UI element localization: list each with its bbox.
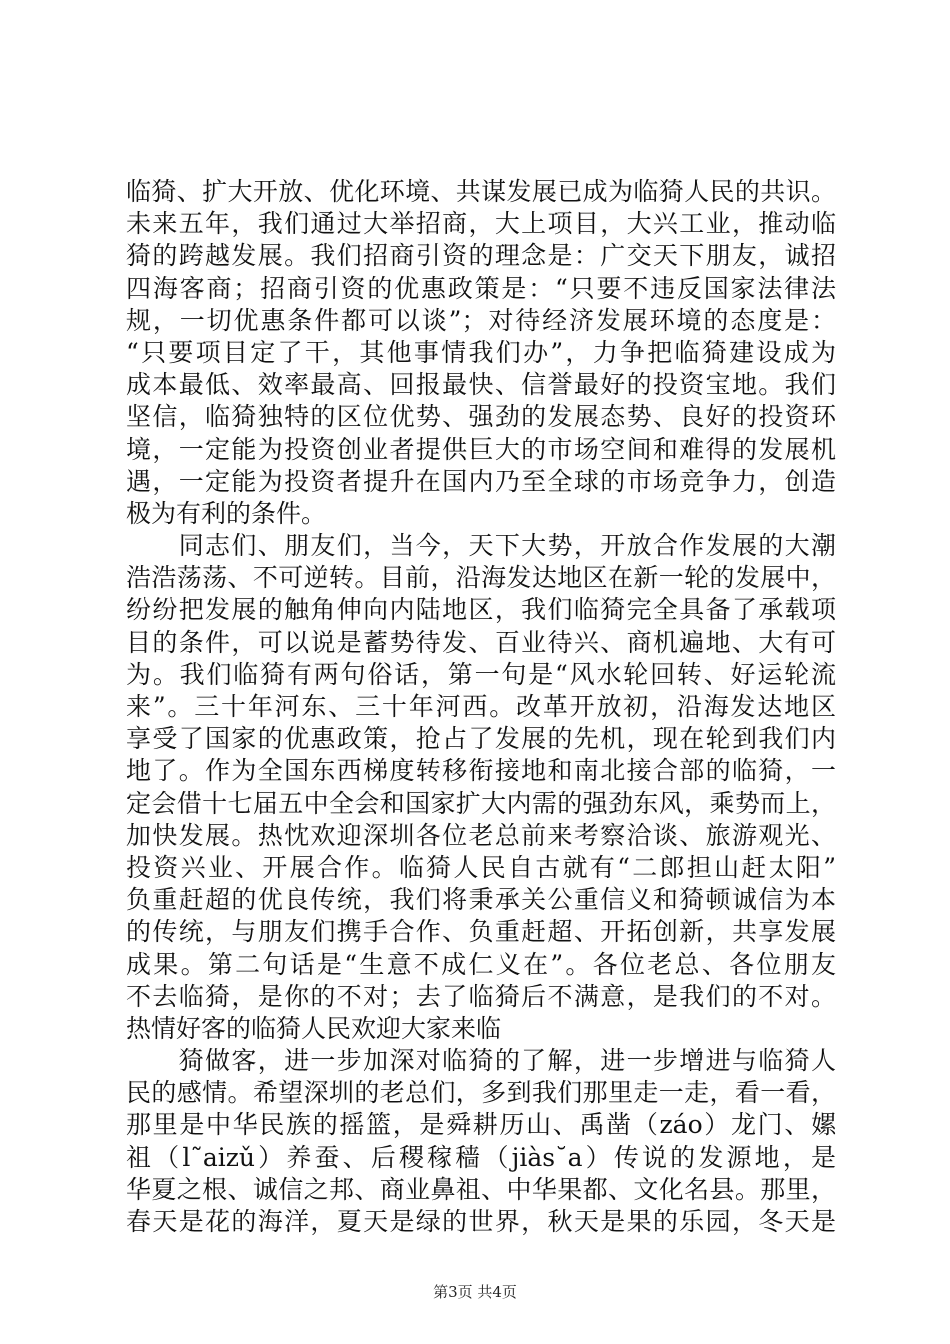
text-line: 加快发展。热忱欢迎深圳各位老总前来考察洽谈、旅游观光、: [126, 820, 836, 850]
page-number-footer: 第3页 共4页: [433, 1283, 517, 1301]
text-line: 为。我们临猗有两句俗话，第一句是“风水轮回转、好运轮流: [126, 659, 836, 689]
text-line: 临猗、扩大开放、优化环境、共谋发展已成为临猗人民的共识。: [126, 177, 836, 206]
text-line: 不去临猗，是你的不对；去了临猗后不满意，是我们的不对。: [126, 981, 836, 1011]
text-line: 民的感情。希望深圳的老总们，多到我们那里走一走，看一看，: [126, 1078, 836, 1108]
text-line: 规，一切优惠条件都可以谈”；对待经济发展环境的态度是：: [126, 305, 836, 335]
text-line: 遇，一定能为投资者提升在国内乃至全球的市场竞争力，创造: [126, 466, 836, 496]
text-line: 浩浩荡荡、不可逆转。目前，沿海发达地区在新一轮的发展中，: [126, 563, 836, 593]
text-line: 成果。第二句话是“生意不成仁义在”。各位老总、各位朋友: [126, 949, 836, 979]
text-line: 境，一定能为投资创业者提供巨大的市场空间和难得的发展机: [126, 434, 836, 464]
text-line: 来”。三十年河东、三十年河西。改革开放初，沿海发达地区: [126, 692, 836, 721]
text-line: “只要项目定了干，其他事情我们办”，力争把临猗建设成为: [126, 337, 836, 367]
text-line: 坚信，临猗独特的区位优势、强劲的发展态势、良好的投资环: [126, 402, 836, 432]
text-line: 华夏之根、诚信之邦、商业鼻祖、中华果都、文化名县。那里，: [126, 1174, 836, 1204]
text-line: 目的条件，可以说是蓄势待发、百业待兴、商机遍地、大有可: [126, 627, 836, 657]
text-line: 享受了国家的优惠政策，抢占了发展的先机，现在轮到我们内: [126, 724, 836, 754]
body-text: [126, 176, 836, 1238]
text-line: 地了。作为全国东西梯度转移衔接地和南北接合部的临猗，一: [126, 756, 836, 786]
text-line: 猗的跨越发展。我们招商引资的理念是：广交天下朋友，诚招: [126, 241, 836, 271]
text-line: 投资兴业、开展合作。临猗人民自古就有“二郎担山赶太阳”: [126, 852, 836, 882]
text-line: 极为有利的条件。: [126, 498, 327, 528]
text-line: 定会借十七届五中全会和国家扩大内需的强劲东风，乘势而上，: [126, 788, 836, 818]
text-line: 四海客商；招商引资的优惠政策是：“只要不违反国家法律法: [126, 273, 836, 303]
text-line: 那里是中华民族的摇篮，是舜耕历山、禹凿（záo）龙门、嫘: [126, 1110, 836, 1140]
text-line: 热情好客的临猗人民欢迎大家来临: [126, 1013, 502, 1043]
text-line: 负重赶超的优良传统，我们将秉承关公重信义和猗顿诚信为本: [126, 885, 836, 915]
text-line: 成本最低、效率最高、回报最快、信誉最好的投资宝地。我们: [126, 370, 836, 400]
text-line: 未来五年，我们通过大举招商，大上项目，大兴工业，推动临: [126, 209, 836, 239]
text-line: 猗做客，进一步加深对临猗的了解，进一步增进与临猗人: [126, 1046, 836, 1076]
text-line: 祖（l˜aizǔ）养蚕、后稷稼穑（jiàs˘a）传说的发源地，是: [126, 1142, 836, 1172]
text-line: 的传统，与朋友们携手合作、负重赶超、开拓创新，共享发展: [126, 917, 836, 947]
text-line: 纷纷把发展的触角伸向内陆地区，我们临猗完全具备了承载项: [126, 595, 836, 625]
text-line: 春天是花的海洋，夏天是绿的世界，秋天是果的乐园，冬天是: [126, 1207, 836, 1236]
text-line: 同志们、朋友们，当今，天下大势，开放合作发展的大潮: [126, 531, 836, 561]
